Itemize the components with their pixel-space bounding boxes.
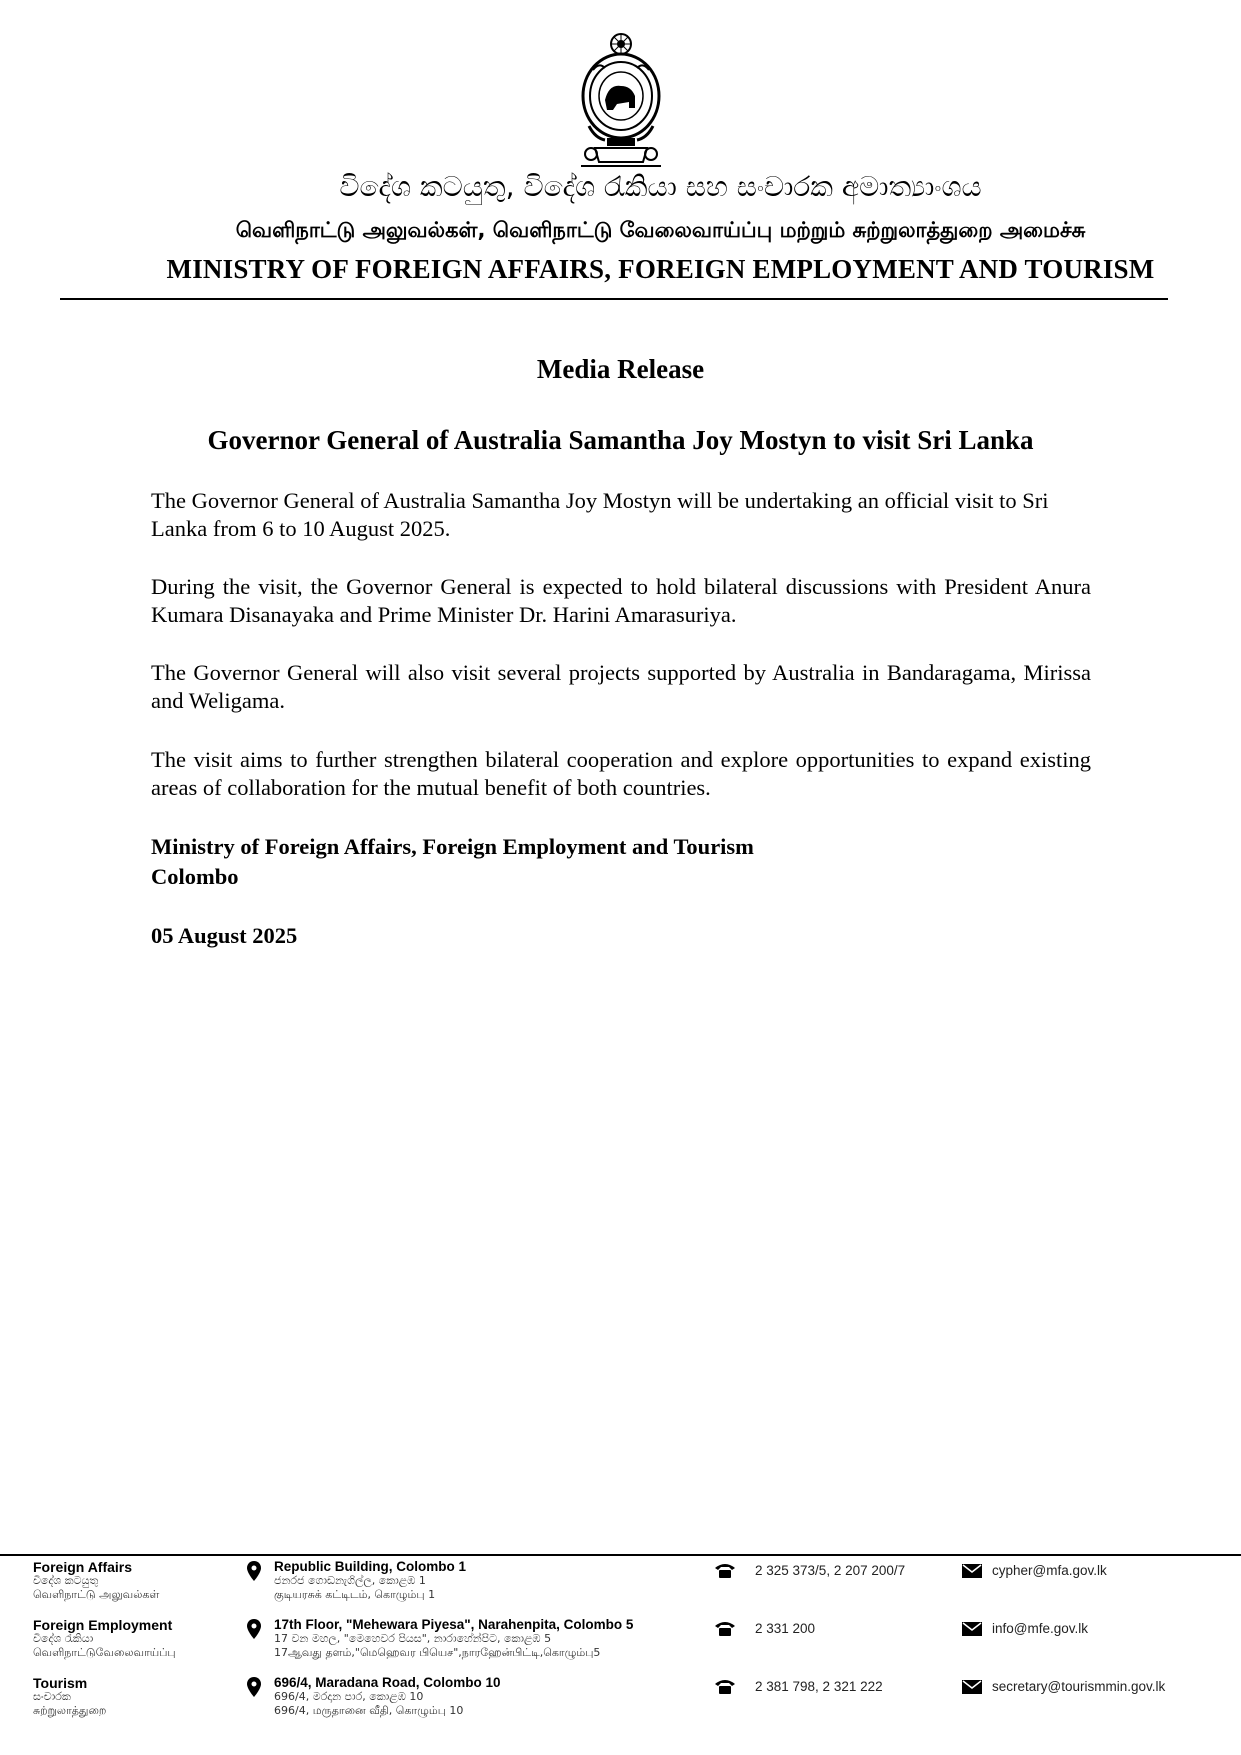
footer-department [33,1618,176,1660]
department-name: Tourism [33,1675,88,1691]
national-emblem [573,30,669,170]
body-paragraph-2: During the visit, the Governor General is expected to hold bilateral discussions with President Anura Kumara Disanayaka and Prime Minister Dr. Harini Amarasuriya. [151,574,1091,627]
email-icon [962,1622,982,1636]
footer-address [274,1676,501,1718]
body-paragraph-4: The visit aims to further strengthen bilateral cooperation and explore opportunities to expand existing areas of collaboration for the mutual benefit of both countries. [151,747,1091,800]
address-tamil: 696/4, மருதானை வீதி, கொழும்பு 10 [274,1704,464,1717]
location-pin-icon [247,1677,261,1697]
body-paragraph-1: The Governor General of Australia Samantha Joy Mostyn will be undertaking an official visit to Sri Lanka from 6 to 10 August 2025. [151,488,1049,541]
footer-address [274,1560,466,1602]
department-name-tamil: சுற்றுலாத்துறை [33,1704,107,1717]
body-paragraph-3: The Governor General will also visit several projects supported by Australia in Bandaragama, Mirissa and Weligama. [151,660,1091,713]
email-address[interactable]: secretary@tourismmin.gov.lk [992,1679,1166,1694]
phone-number[interactable]: 2 325 373/5, 2 207 200/7 [755,1563,906,1578]
location-pin-icon [247,1561,261,1581]
header-divider [60,298,1168,300]
email-address[interactable]: info@mfe.gov.lk [992,1621,1088,1636]
footer-department [33,1560,159,1602]
footer-department [33,1676,106,1718]
ministry-name-english: MINISTRY OF FOREIGN AFFAIRS, FOREIGN EMPLOYMENT AND TOURISM [166,254,1155,284]
footer-row-tourism [0,1676,1241,1734]
department-name-tamil: வெளிநாட்டுவேலைவாய்ப்பு [33,1646,176,1659]
department-name-sinhala: විදේශ රැකියා [33,1632,94,1645]
ministry-name-tamil: வெளிநாட்டு அலுவல்கள், வெளிநாட்டு வேலைவாய்ப்பு மற்றும் சுற்றுலாத்துறை அமைச்சு [235,218,1086,242]
phone-number[interactable]: 2 331 200 [755,1621,816,1636]
address-sinhala: 17 වන මහල, "මෙහෙවර පියස", නාරාහේන්පිට, කොළඹ 5 [274,1632,552,1645]
department-name: Foreign Employment [33,1617,173,1633]
department-name: Foreign Affairs [33,1559,133,1575]
location-pin-icon [247,1619,261,1639]
media-release-label: Media Release [536,354,705,384]
address-tamil: 17ஆவது தளம்,"மெஹெவர பியெச",நாரஹேன்பிட்டி,கொழும்பு5 [274,1646,601,1659]
department-name-sinhala: විදේශ කටයුතු [33,1574,99,1587]
signature-organization: Ministry of Foreign Affairs, Foreign Employment and Tourism [151,834,754,859]
ministry-name-sinhala: විදේශ කටයුතු, විදේශ රැකියා සහ සංචාරක අමාත්‍යාංශය [339,170,982,203]
email-icon [962,1680,982,1694]
phone-number[interactable]: 2 381 798, 2 321 222 [755,1679,883,1694]
address-english: 696/4, Maradana Road, Colombo 10 [274,1675,501,1690]
footer-row-foreign-affairs [0,1560,1241,1618]
telephone-icon [714,1678,736,1694]
department-name-tamil: வெளிநாட்டு அலுவல்கள் [33,1588,160,1601]
department-name-sinhala: සංචාරක [33,1690,71,1703]
release-headline: Governor General of Australia Samantha Joy Mostyn to visit Sri Lanka [207,425,1034,455]
address-english: 17th Floor, "Mehewara Piyesa", Narahenpita, Colombo 5 [274,1617,634,1632]
email-icon [962,1564,982,1578]
address-sinhala: ජනරජ ගොඩනැගිල්ල, කොළඹ 1 [274,1574,426,1587]
signature-city: Colombo [151,864,239,889]
telephone-icon [714,1620,736,1636]
release-date: 05 August 2025 [151,923,298,948]
email-address[interactable]: cypher@mfa.gov.lk [992,1563,1107,1578]
footer-row-foreign-employment [0,1618,1241,1676]
footer-address [274,1618,633,1660]
footer-divider [0,1554,1241,1556]
telephone-icon [714,1562,736,1578]
address-english: Republic Building, Colombo 1 [274,1559,466,1574]
address-tamil: குடியரசுக் கட்டிடம், கொழும்பு 1 [274,1588,436,1601]
address-sinhala: 696/4, මරදාන පාර, කොළඹ 10 [274,1690,424,1703]
